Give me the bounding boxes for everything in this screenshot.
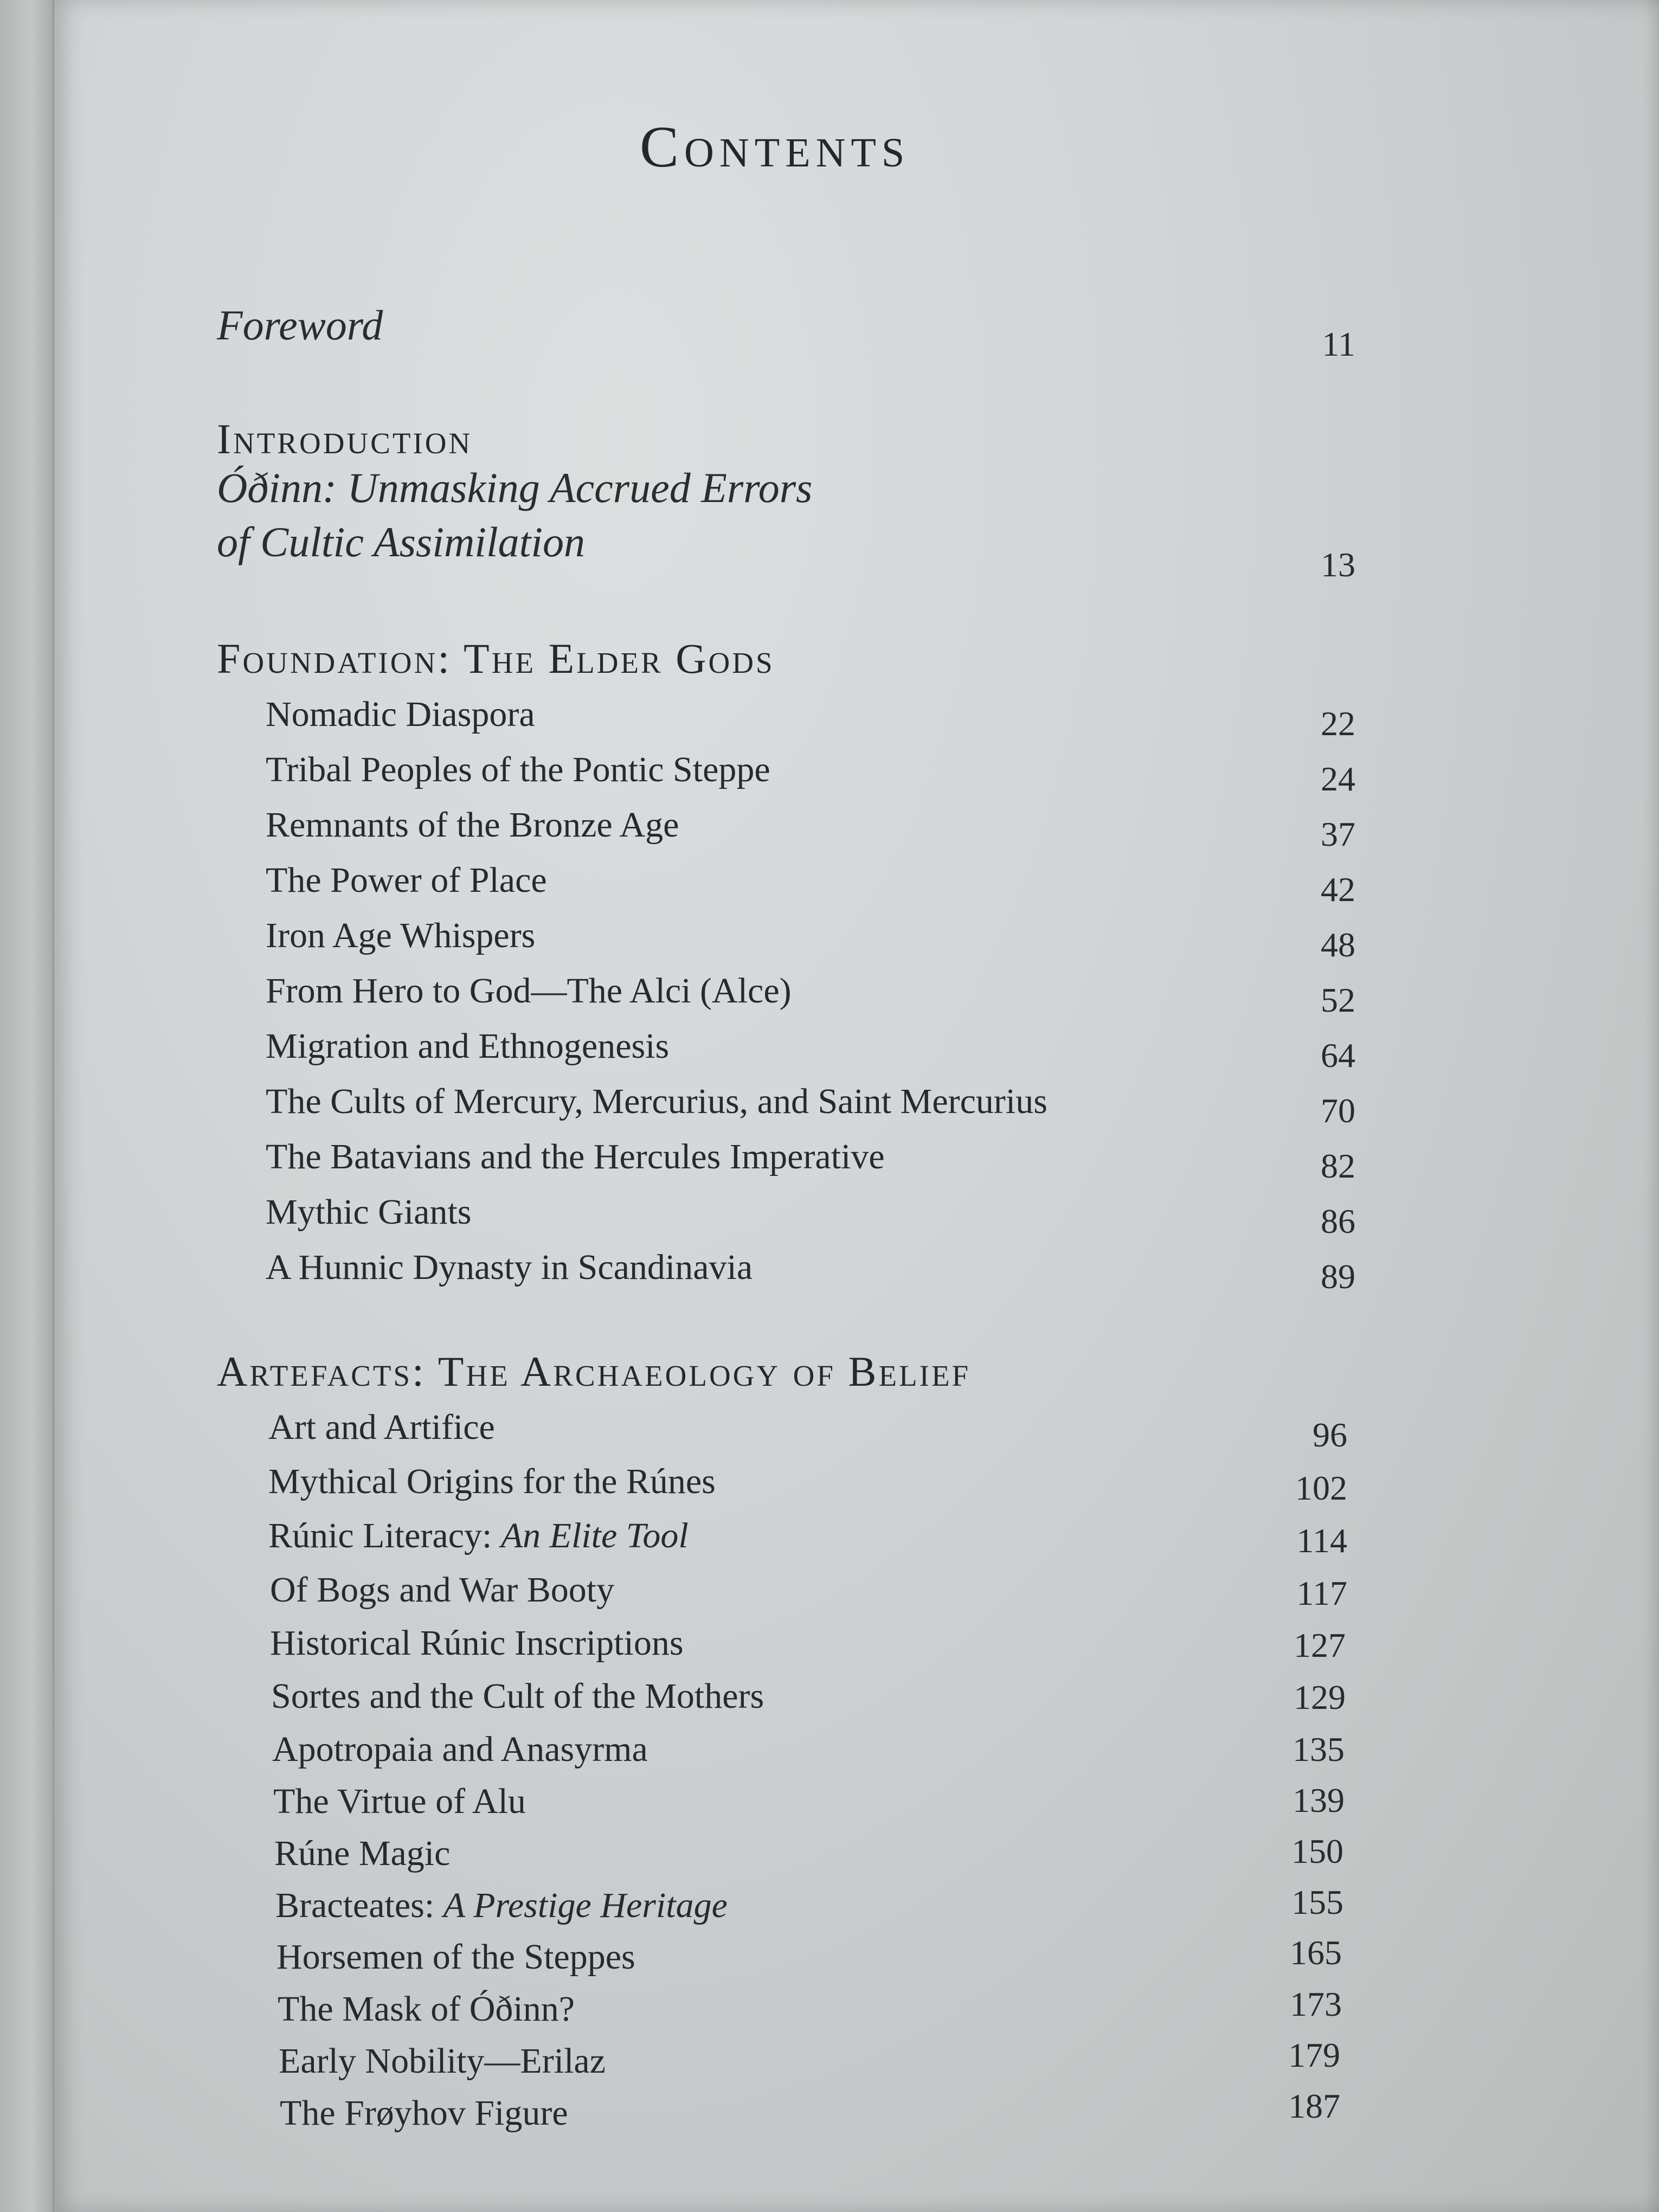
toc-entry-title: The Mask of Óðinn? [278,1989,575,2029]
toc-entry-page: 86 [1321,1202,1355,1240]
toc-entry-title: From Hero to God—The Alci (Alce) [266,971,792,1011]
toc-entry-title: Nomadic Diaspora [266,695,535,734]
toc-entry-page: 102 [1295,1469,1347,1507]
toc-entry-title-emphasis: An Elite Tool [500,1516,689,1555]
toc-entry-title: Art and Artifice [268,1407,495,1447]
toc-entry-title: Historical Rúnic Inscriptions [270,1623,684,1663]
toc-entry-page: 129 [1294,1678,1346,1716]
toc-entry-title: Migration and Ethnogenesis [266,1026,670,1066]
foreword-page-number: 11 [1322,325,1355,363]
toc-entry-title: Remnants of the Bronze Age [266,805,679,845]
toc-entry-page: 165 [1290,1933,1342,1972]
toc-entry-page: 70 [1321,1091,1355,1130]
toc-entry-title: The Cults of Mercury, Mercurius, and Saint Mercurius [266,1082,1047,1121]
toc-entry-page: 135 [1293,1730,1345,1769]
toc-entry-page: 179 [1288,2036,1340,2074]
toc-entry-page: 127 [1294,1626,1346,1664]
toc-entry-title-emphasis: A Prestige Heritage [443,1886,728,1925]
toc-entry-title [268,1515,689,1557]
page-edge-shadow [1643,0,1659,2212]
section-heading-foundation: Foundation: The Elder Gods [217,635,775,682]
introduction-page-number: 13 [1321,545,1355,584]
toc-entry-page: 22 [1321,704,1355,743]
introduction-subtitle-line2: of Cultic Assimilation [217,518,585,565]
toc-entry-title: A Hunnic Dynasty in Scandinavia [266,1248,753,1287]
toc-entry-page: 173 [1290,1985,1342,2023]
toc-entry-page: 42 [1321,870,1355,909]
toc-entry-title [275,1885,728,1926]
foreword-label: Foreword [217,301,383,349]
toc-entry-title-main: Bracteates: [275,1886,443,1925]
toc-entry-title: Early Nobility—Erilaz [279,2041,606,2081]
toc-entry-page: 155 [1291,1883,1343,1921]
toc-entry-page: 64 [1321,1036,1355,1075]
section-heading-artefacts: Artefacts: The Archaeology of Belief [217,1348,971,1395]
toc-entry-page: 139 [1293,1781,1345,1819]
toc-entry-title: Iron Age Whispers [266,916,536,955]
toc-entry-title: Mythic Giants [266,1192,472,1232]
toc-entry-page: 52 [1321,981,1355,1019]
toc-entry-page: 117 [1296,1574,1347,1612]
toc-entry-page: 82 [1321,1147,1355,1185]
toc-entry-title: Mythical Origins for the Rúnes [268,1462,716,1501]
introduction-heading: Introduction [217,415,473,462]
toc-entry-title: Sortes and the Cult of the Mothers [271,1676,764,1716]
introduction-subtitle-line1: Óðinn: Unmasking Accrued Errors [217,464,813,511]
toc-entry-page: 48 [1321,925,1355,964]
toc-entry-page: 114 [1296,1521,1347,1560]
toc-entry-page: 89 [1321,1257,1355,1296]
book-page [54,0,1659,2212]
toc-entry-title: The Virtue of Alu [273,1782,526,1821]
toc-entry-title: Of Bogs and War Booty [270,1570,615,1610]
toc-entry-title: The Frøyhov Figure [280,2093,568,2133]
toc-entry-title: Horsemen of the Steppes [276,1937,635,1977]
page-title: Contents [640,115,910,179]
toc-entry-title: The Power of Place [266,860,547,900]
toc-entry-title-main: Rúnic Literacy: [268,1516,501,1555]
toc-entry-title: Apotropaia and Anasyrma [272,1729,648,1769]
toc-entry-page: 150 [1291,1832,1343,1870]
toc-entry-page: 96 [1313,1416,1347,1454]
toc-entry-page: 24 [1321,760,1355,798]
toc-entry-title: Tribal Peoples of the Pontic Steppe [266,750,770,789]
toc-entry-title: The Batavians and the Hercules Imperative [266,1137,885,1176]
toc-entry-page: 187 [1288,2087,1340,2125]
toc-entry-title: Rúne Magic [274,1834,451,1873]
toc-entry-page: 37 [1321,815,1355,853]
